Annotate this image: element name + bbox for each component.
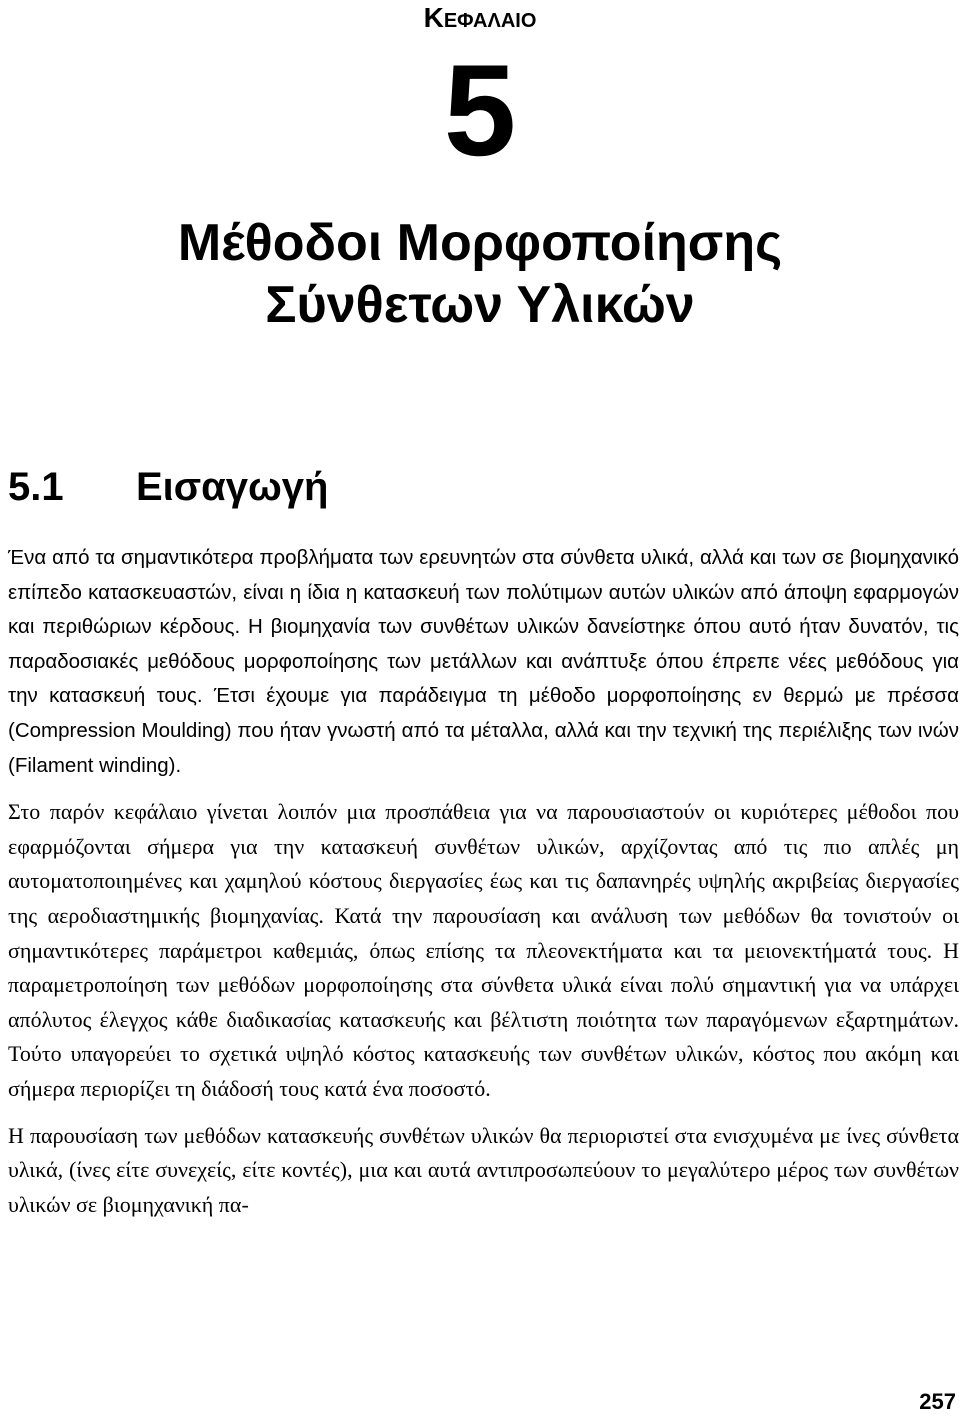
chapter-label: Κεφαλαιο xyxy=(423,2,537,33)
section-number: 5.1 xyxy=(8,465,64,509)
section-title: Εισαγωγή xyxy=(136,465,329,509)
chapter-number: 5 xyxy=(443,37,517,183)
page-number: 257 xyxy=(919,1389,956,1414)
paragraph-1: Ένα από τα σημαντικότερα προβλήματα των ερευνητών στα σύνθετα υλικά, αλλά και των σε βιομηχανικό επίπεδο κατασκευαστών, είναι η ίδια η κατασκευή των πολύτιμων αυτών υλικών από άποψη εφαρμογών και περιθώριων κέρδους. Η βιομηχανία των συνθέτων υλικών δανείστηκε όπου αυτό ήταν δυνατόν, τις παραδοσιακές μεθόδους μορφοποίησης των μετάλλων και ανάπτυξε όπου έπρεπε νέες μεθόδους για την κατασκευή τους. Έτσι έχουμε για παράδειγμα τη μέθοδο μορφοποίησης εν θερμώ με πρέσσα (Compression Moulding) που ήταν γνωστή από τα μέταλλα, αλλά και την τεχνική της περιέλιξης των ινών (Filament winding). xyxy=(8,546,959,777)
paragraph-3: Η παρουσίαση των μεθόδων κατασκευής συνθέτων υλικών θα περιοριστεί στα ενισχυμένα με ίνες σύνθετα υλικά, (ίνες είτε συνεχείς, είτε κοντές), μια και αυτά αντιπροσωπεύουν το μεγαλύτερο μέρος των συνθέτων υλικών σε βιομηχανική πα- xyxy=(8,1122,959,1217)
chapter-title-line-1: Μέθοδοι Μορφοποίησης xyxy=(177,214,783,272)
chapter-title-line-2: Σύνθετων Υλικών xyxy=(265,276,695,334)
chapter-title xyxy=(0,212,960,336)
paragraph-2: Στο παρόν κεφάλαιο γίνεται λοιπόν μια προσπάθεια για να παρουσιαστούν οι κυριότερες μέθοδοι που εφαρμόζονται σήμερα για την κατασκευή συνθέτων υλικών, αρχίζοντας από τις πιο απλές μη αυτοματοποιημένες και χαμηλού κόστους διεργασίες έως και τις δαπανηρές υψηλής ακριβείας διεργασίες της αεροδιαστημικής βιομηχανίας. Κατά την παρουσίαση και ανάλυση των μεθόδων θα τονιστούν οι σημαντικότερες παράμετροι καθεμιάς, όπως επίσης τα πλεονεκτήματα και τα μειονεκτήματά τους. Η παραμετροποίηση των μεθόδων μορφοποίησης στα σύνθετα υλικά είναι πολύ σημαντική για να υπάρχει απόλυτος έλεγχος κάθε διαδικασίας κατασκευής και βέλτιστη ποιότητα των παραγόμενων εξαρτημάτων. Τούτο υπαγορεύει το σχετικά υψηλό κόστος κατασκευής των συνθέτων υλικών, κόστος που ακόμη και σήμερα περιορίζει τη διάδοσή τους κατά ένα ποσοστό. xyxy=(8,799,959,1101)
body-text xyxy=(8,541,959,1222)
section-heading xyxy=(8,462,328,512)
